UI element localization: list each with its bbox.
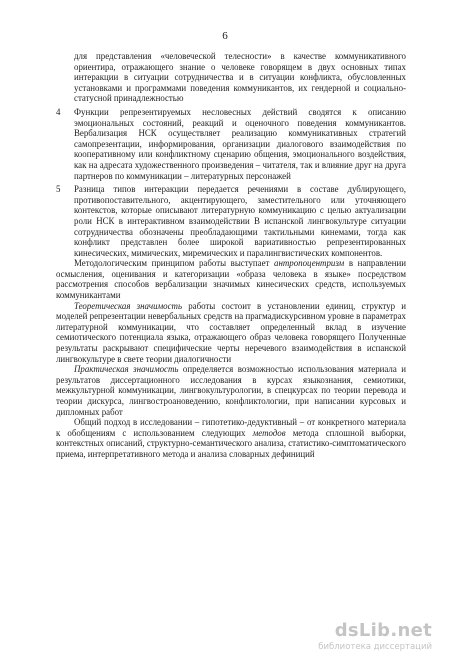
list-item-4 [56,107,406,181]
continued-list-text: для представления «человеческой телесности» в качестве коммуникативного ориентира, отражающего знание о человеке говорящем в двух основных типах интеракции в ситуации сотрудничества и в ситуации конфликта, обусловленных установками и программами поведения коммуникантов, их гендерной и социально-статусной принадлежностью [74,51,406,104]
italic-term: методов [252,427,286,438]
practical-significance-paragraph [56,364,406,417]
list-item-number: 5 [56,184,61,195]
list-item-text: Разница типов интеракции передается речениями в составе дублирующего, противопоставительного, акцентирующего, заместительного или уточняющего контекстов, которые описывают литературную коммуникацию с целью актуализации роли НСК в интерактивном взаимодействии В испанской лингвокультуре ситуации сотрудничества обозначены преобладающими тактильными кинемами, тогда как конфликт представлен более широкой вариативностью репрезентированных кинесических, мимических, миремических и паралингвистических компонентов. [74,184,406,258]
document-body [56,51,406,460]
italic-term: антропоцентризм [274,258,345,269]
list-item-number: 4 [56,106,61,117]
watermark-subtitle: библиотека диссертаций [318,642,432,652]
italic-term: Теоретическая значимость [74,300,183,311]
text-segment: определяется возможностью использования материала и результатов диссертационного исследования в курсах языкознания, семиотики, межкультурной коммуникации, лингвокультурологии, в спецкурсах по теории перевода и теории дискурса, лингвостроановедению, конфликтологии, при написании курсовых и дипломных работ [56,364,406,417]
text-segment: в направлении осмысления, оценивания и категоризации «образа человека в языке» посредством рассмотрения способов вербализации значимых кинесических средств, используемых коммуникантами [56,258,406,301]
approach-paragraph [56,417,406,459]
watermark-logo: dsLib.net [334,620,432,641]
watermark [312,620,432,652]
list-item-5 [56,184,406,258]
list-item-text: Функции репрезентируемых несловесных действий сводятся к описанию эмоциональных состояний, реакций и оценочного поведения коммуникантов. Вербализация НСК осуществляет реализацию коммуникативных стратегий самопрезентации, информирования, организации диалогового взаимодействия по кооперативному или конфликтному сценарию общения, эмоционального воздействия, как на адресата художественного произведения – читателя, так и влияние друг на друга партнеров по коммуникации – литературных персонажей [74,106,406,181]
text-segment: Общий подход в исследовании – гипотетико-дедуктивный – от конкретного материала к обобщениям с использованием следующих [56,417,406,438]
page-number: 6 [222,30,228,42]
text-segment: работы состоит в установлении единиц, структур и моделей репрезентации невербальных средств на прагмадискурсивном уровне в параметрах литературной коммуникации, что составляет определенный вклад в изучение семиотического потенциала языка, отражающего образ человека говорящего Полученные результаты раскрывают специфические черты неречевого взаимодействия в испанской лингвокультуре в свете теории диалогичности [56,300,406,364]
italic-term: Практическая значимость [74,364,179,375]
text-segment: Методологическим принципом работы выступает [74,258,275,269]
methodology-paragraph [56,258,406,300]
text-segment: метода сплошной выборки, контекстных описаний, структурно-семантического анализа, статистико-симптоматического приема, интерпретативного метода и анализа словарных дефиниций [56,427,406,459]
theoretical-significance-paragraph [56,301,406,365]
